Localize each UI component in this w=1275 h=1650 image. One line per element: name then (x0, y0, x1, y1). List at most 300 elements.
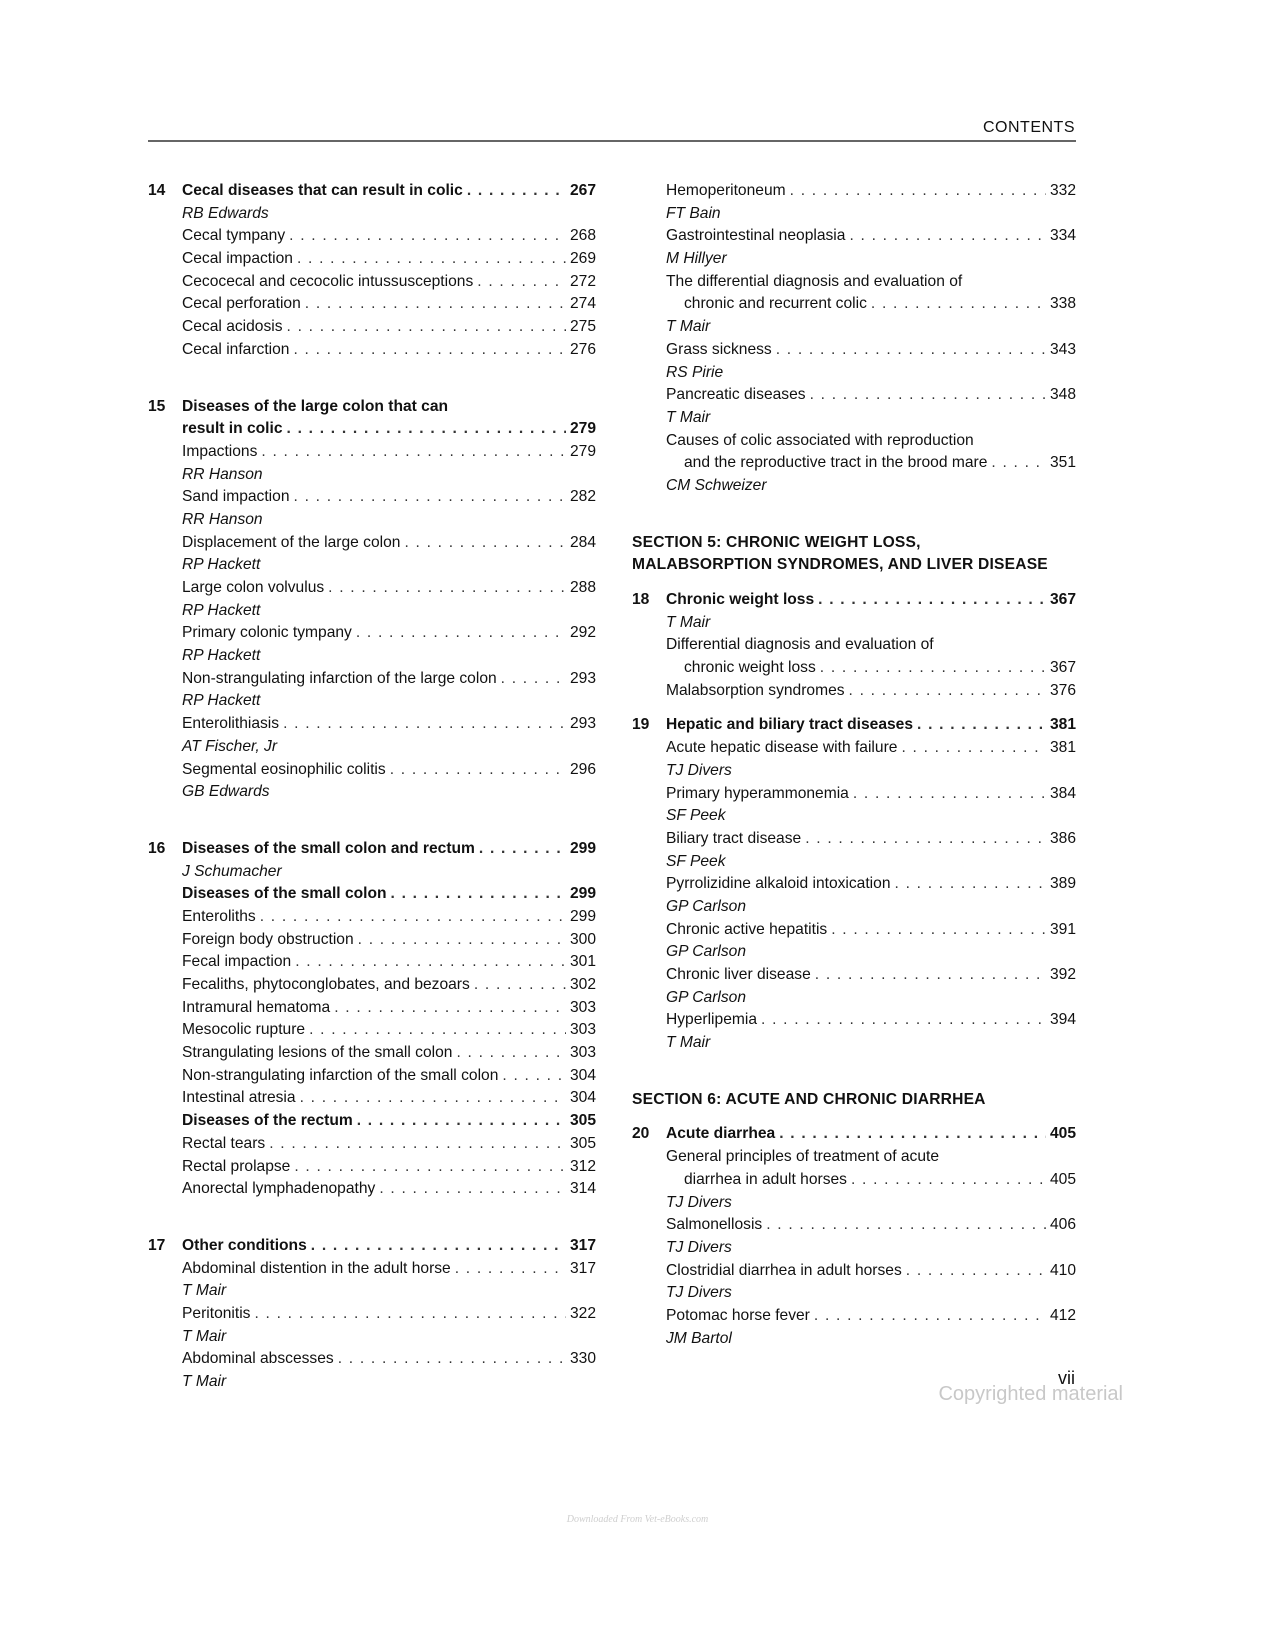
entry-title: RR Hanson (182, 465, 263, 483)
toc-entry (148, 1019, 596, 1042)
entry-title: T Mair (666, 613, 711, 631)
toc-entry (632, 737, 1076, 760)
dot-leader (779, 1123, 1046, 1146)
dot-leader (309, 1019, 566, 1042)
page-ref: 322 (569, 1304, 596, 1322)
entry-title: M Hillyer (666, 250, 727, 268)
page-ref: 389 (1049, 875, 1076, 893)
dot-leader (379, 1178, 566, 1201)
entry-title: Gastrointestinal neoplasia (666, 227, 846, 245)
entry-title: AT Fischer, Jr (182, 737, 278, 755)
entry-title: GB Edwards (182, 783, 270, 801)
toc-entry (632, 1169, 1076, 1192)
entry-title: Sand impaction (182, 488, 290, 506)
toc-entry (148, 248, 596, 271)
entry-title: TJ Divers (666, 761, 732, 779)
spacer (632, 702, 1076, 714)
page-ref: 276 (569, 340, 596, 358)
dot-leader (831, 919, 1046, 942)
entry-title: RP Hackett (182, 556, 261, 574)
page-ref: 269 (569, 250, 596, 268)
page-ref: 299 (569, 885, 596, 903)
dot-leader (287, 418, 566, 441)
toc-entry (148, 271, 596, 294)
page-ref: 302 (569, 976, 596, 993)
entry-title: RP Hackett (182, 601, 261, 619)
dot-leader (293, 339, 565, 362)
entry-title: RS Pirie (666, 363, 724, 381)
entry-title: Potomac horse fever (666, 1306, 810, 1324)
entry-title: Primary hyperammonemia (666, 784, 849, 802)
toc-entry (632, 293, 1076, 316)
page-ref: 381 (1049, 739, 1076, 757)
dot-leader (776, 339, 1046, 362)
page-ref: 272 (569, 272, 596, 290)
entry-title: Differential diagnosis and evaluation of (666, 636, 934, 654)
dot-leader (305, 293, 566, 316)
page-ref: 343 (1049, 340, 1076, 358)
toc-author (632, 941, 1076, 964)
page-ref: 317 (569, 1259, 596, 1277)
toc-author (148, 1326, 596, 1349)
toc-author (148, 781, 596, 804)
toc-entry (632, 873, 1076, 896)
entry-title: Abdominal distention in the adult horse (182, 1259, 451, 1277)
entry-title: The differential diagnosis and evaluation of (666, 272, 963, 290)
toc-entry (632, 634, 1076, 657)
entry-title: Foreign body obstruction (182, 930, 354, 948)
toc-entry (148, 713, 596, 736)
spacer (632, 577, 1076, 589)
entry-title: GP Carlson (666, 897, 747, 915)
toc-author (148, 600, 596, 623)
toc-author (148, 690, 596, 713)
page-ref: 406 (1049, 1216, 1076, 1234)
entry-title: Diseases of the rectum (182, 1112, 353, 1130)
page-ref: 405 (1049, 1170, 1076, 1188)
page-ref: 312 (569, 1157, 596, 1175)
header-title: CONTENTS (983, 119, 1075, 136)
toc-entry (148, 951, 596, 974)
page-ref: 330 (569, 1350, 596, 1368)
toc-entry (632, 964, 1076, 987)
entry-title: GP Carlson (666, 943, 747, 961)
toc-entry (148, 622, 596, 645)
entry-title: Chronic active hepatitis (666, 920, 828, 938)
toc-author (148, 861, 596, 884)
chapter-number: 20 (632, 1125, 650, 1143)
dot-leader (761, 1009, 1046, 1032)
dot-leader (404, 532, 566, 555)
entry-title: FT Bain (666, 204, 721, 222)
toc-author (632, 475, 1076, 498)
dot-leader (455, 1258, 566, 1281)
toc-chapter (148, 396, 596, 419)
entry-title: Anorectal lymphadenopathy (182, 1180, 376, 1198)
entry-title: CM Schweizer (666, 476, 767, 494)
chapter-number: 14 (148, 182, 166, 199)
page-ref: 317 (569, 1236, 596, 1254)
toc-author (632, 248, 1076, 271)
page-ref: 274 (569, 295, 596, 313)
dot-leader (269, 1133, 566, 1156)
entry-title: Displacement of the large colon (182, 533, 401, 551)
dot-leader (766, 1214, 1046, 1237)
entry-title: Cecal impaction (182, 250, 293, 268)
dot-leader (300, 1087, 566, 1110)
entry-title: SF Peek (666, 807, 726, 825)
page-ref: 304 (569, 1089, 596, 1107)
page-ref: 299 (569, 839, 596, 857)
entry-title: RP Hackett (182, 647, 261, 665)
page-ref: 279 (569, 420, 596, 438)
entry-title: Diseases of the small colon (182, 885, 387, 903)
toc-entry (148, 1133, 596, 1156)
dot-leader (810, 384, 1046, 407)
toc-entry (632, 384, 1076, 407)
dot-leader (328, 577, 566, 600)
entry-title: Pyrrolizidine alkaloid intoxication (666, 875, 891, 893)
entry-title: Clostridial diarrhea in adult horses (666, 1261, 902, 1279)
page-ref: 303 (569, 998, 596, 1016)
toc-author (148, 509, 596, 532)
dot-leader (479, 838, 566, 861)
toc-entry (632, 1214, 1076, 1237)
page-ref: 305 (569, 1134, 596, 1152)
dot-leader (254, 1303, 566, 1326)
toc-entry (632, 680, 1076, 703)
entry-title: MALABSORPTION SYNDROMES, AND LIVER DISEASE (632, 556, 1048, 574)
toc-entry (148, 1258, 596, 1281)
entry-title: RP Hackett (182, 692, 261, 710)
page-ref: 384 (1049, 784, 1076, 802)
page-ref: 314 (569, 1180, 596, 1198)
page-ref: 299 (569, 907, 596, 925)
chapter-number: 16 (148, 839, 166, 857)
toc-author (148, 1280, 596, 1303)
entry-title: Cecal infarction (182, 340, 290, 358)
dot-leader (334, 997, 566, 1020)
toc-entry (632, 180, 1076, 203)
dot-leader (294, 486, 566, 509)
chapter-number: 15 (148, 397, 166, 415)
dot-leader (501, 668, 566, 691)
entry-title: T Mair (182, 1282, 227, 1300)
toc-chapter (632, 714, 1076, 737)
toc-author (148, 554, 596, 577)
entry-title: Chronic weight loss (666, 591, 815, 608)
entry-title: Non-strangulating infarction of the large colon (182, 669, 497, 687)
dot-leader (818, 589, 1046, 612)
entry-title: T Mair (666, 408, 711, 426)
toc-author (148, 645, 596, 668)
entry-title: Other conditions (182, 1236, 307, 1254)
dot-leader (390, 759, 566, 782)
entry-title: TJ Divers (666, 1284, 732, 1302)
entry-title: chronic weight loss (684, 659, 816, 677)
toc-entry (632, 919, 1076, 942)
toc-entry (148, 1065, 596, 1088)
page-ref: 279 (569, 442, 596, 460)
entry-title: Segmental eosinophilic colitis (182, 760, 386, 778)
dot-leader (358, 929, 566, 952)
page-ref: 293 (569, 669, 596, 687)
dot-leader (853, 783, 1046, 806)
chapter-number: 19 (632, 716, 650, 734)
entry-title: chronic and recurrent colic (684, 295, 867, 313)
toc-author (632, 316, 1076, 339)
spacer (632, 498, 1076, 532)
entry-title: SF Peek (666, 852, 726, 870)
toc-entry (148, 339, 596, 362)
page-ref: 296 (569, 760, 596, 778)
toc-chapter (632, 1123, 1076, 1146)
toc-entry (632, 339, 1076, 362)
page-ref: 282 (569, 488, 596, 506)
page-ref: 381 (1049, 716, 1076, 734)
page-ref: 304 (569, 1066, 596, 1084)
entry-title: Rectal prolapse (182, 1157, 291, 1175)
dot-leader (805, 828, 1046, 851)
toc-subhead (148, 1110, 596, 1133)
page-ref: 293 (569, 715, 596, 733)
dot-leader (815, 964, 1046, 987)
toc-entry (148, 293, 596, 316)
toc-subhead (148, 883, 596, 906)
toc-author (632, 612, 1076, 635)
entry-title: Strangulating lesions of the small colon (182, 1044, 453, 1062)
toc-entry (632, 452, 1076, 475)
page-ref: 412 (1049, 1306, 1076, 1324)
toc-entry (632, 225, 1076, 248)
page-ref: 410 (1049, 1261, 1076, 1279)
entry-title: SECTION 5: CHRONIC WEIGHT LOSS, (632, 533, 921, 551)
page-ref: 303 (569, 1044, 596, 1062)
dot-leader (851, 1169, 1046, 1192)
chapter-number: 18 (632, 591, 650, 608)
entry-title: Enteroliths (182, 907, 256, 925)
page-ref: 405 (1049, 1125, 1076, 1143)
toc-entry (632, 828, 1076, 851)
page-ref: 351 (1049, 454, 1076, 472)
page-ref: 303 (569, 1021, 596, 1039)
entry-title: Chronic liver disease (666, 966, 811, 983)
entry-title: Hyperlipemia (666, 1011, 757, 1029)
entry-title: Grass sickness (666, 340, 772, 358)
contents-right-column (632, 180, 1076, 1350)
toc-author (632, 851, 1076, 874)
page-ref: 392 (1049, 966, 1076, 983)
entry-title: Fecaliths, phytoconglobates, and bezoars (182, 976, 470, 993)
dot-leader (391, 883, 566, 906)
toc-author (632, 1032, 1076, 1055)
toc-entry (148, 1087, 596, 1110)
entry-title: Intramural hematoma (182, 998, 331, 1016)
page-ref: 394 (1049, 1011, 1076, 1029)
toc-entry (148, 668, 596, 691)
toc-entry (148, 1156, 596, 1179)
entry-title: result in colic (182, 420, 283, 438)
dot-leader (849, 225, 1046, 248)
dot-leader (338, 1348, 566, 1371)
page-number: vii (1058, 1368, 1075, 1388)
toc-author (632, 805, 1076, 828)
entry-title: Cecal perforation (182, 295, 301, 313)
page-ref: 348 (1049, 386, 1076, 404)
page-ref: 288 (569, 579, 596, 596)
page-ref: 367 (1049, 659, 1076, 677)
toc-author (632, 203, 1076, 226)
entry-title: Rectal tears (182, 1134, 266, 1152)
spacer (632, 1111, 1076, 1123)
dot-leader (474, 974, 566, 997)
dot-leader (477, 271, 566, 294)
entry-title: Biliary tract disease (666, 829, 802, 847)
toc-entry (148, 974, 596, 997)
entry-title: T Mair (182, 1327, 227, 1345)
toc-author (148, 464, 596, 487)
dot-leader (297, 248, 566, 271)
dot-leader (287, 316, 566, 339)
dot-leader (901, 737, 1046, 760)
entry-title: Diseases of the large colon that can (182, 397, 449, 415)
entry-title: General principles of treatment of acute (666, 1148, 940, 1166)
toc-entry (148, 759, 596, 782)
entry-title: Acute hepatic disease with failure (666, 739, 898, 757)
toc-entry (148, 1348, 596, 1371)
page-ref: 305 (569, 1112, 596, 1130)
copyright-watermark: Copyrighted material (938, 1383, 1123, 1405)
entry-title: T Mair (666, 318, 711, 336)
toc-author (632, 1237, 1076, 1260)
toc-entry (148, 997, 596, 1020)
entry-title: Non-strangulating infarction of the small colon (182, 1066, 499, 1084)
dot-leader (820, 657, 1046, 680)
entry-title: Intestinal atresia (182, 1089, 296, 1107)
spacer (148, 1201, 596, 1235)
dot-leader (849, 680, 1046, 703)
toc-chapter (148, 418, 596, 441)
dot-leader (295, 951, 566, 974)
entry-title: Abdominal abscesses (182, 1350, 334, 1368)
page-ref: 338 (1049, 295, 1076, 313)
entry-title: Enterolithiasis (182, 715, 280, 733)
entry-title: T Mair (666, 1034, 711, 1052)
toc-chapter (632, 589, 1076, 612)
dot-leader (283, 713, 566, 736)
toc-author (632, 896, 1076, 919)
toc-entry (632, 1146, 1076, 1169)
toc-entry (632, 657, 1076, 680)
toc-entry (148, 929, 596, 952)
toc-entry (148, 1042, 596, 1065)
entry-title: JM Bartol (666, 1329, 732, 1347)
entry-title: Impactions (182, 442, 258, 460)
toc-entry (148, 1178, 596, 1201)
toc-entry (148, 225, 596, 248)
entry-title: RB Edwards (182, 204, 269, 222)
page-ref: 300 (569, 930, 596, 948)
dot-leader (261, 441, 566, 464)
dot-leader (289, 225, 566, 248)
toc-entry (632, 430, 1076, 453)
entry-title: Hepatic and biliary tract diseases (666, 716, 914, 734)
page-ref: 332 (1049, 182, 1076, 199)
page-ref: 292 (569, 624, 596, 642)
entry-title: GP Carlson (666, 988, 747, 1006)
page-ref: 268 (569, 227, 596, 245)
entry-title: Cecal acidosis (182, 318, 283, 336)
dot-leader (790, 180, 1046, 203)
toc-entry (148, 1303, 596, 1326)
dot-leader (467, 180, 566, 203)
toc-chapter (148, 180, 596, 203)
entry-title: Hemoperitoneum (666, 182, 786, 199)
entry-title: Cecal tympany (182, 227, 286, 245)
dot-leader (991, 452, 1046, 475)
header-rule (148, 140, 1076, 142)
entry-title: TJ Divers (666, 1238, 732, 1256)
toc-author (148, 736, 596, 759)
toc-entry (632, 271, 1076, 294)
toc-author (632, 1328, 1076, 1351)
entry-title: diarrhea in adult horses (684, 1170, 847, 1188)
download-note: Downloaded From Vet-eBooks.com (566, 1514, 709, 1525)
page-ref: 386 (1049, 829, 1076, 847)
entry-title: Fecal impaction (182, 953, 292, 971)
toc-author (632, 362, 1076, 385)
toc-entry (632, 1260, 1076, 1283)
page-ref: 301 (569, 953, 596, 971)
toc-section-heading (632, 532, 1076, 555)
entry-title: Primary colonic tympany (182, 624, 352, 642)
entry-title: Mesocolic rupture (182, 1021, 306, 1039)
entry-title: T Mair (182, 1373, 227, 1390)
page-ref: 376 (1049, 681, 1076, 699)
toc-entry (632, 1009, 1076, 1032)
toc-entry (148, 316, 596, 339)
dot-leader (895, 873, 1046, 896)
toc-author (632, 407, 1076, 430)
dot-leader (294, 1156, 566, 1179)
entry-title: SECTION 6: ACUTE AND CHRONIC DIARRHEA (632, 1090, 986, 1108)
toc-entry (148, 532, 596, 555)
dot-leader (456, 1042, 566, 1065)
page-ref: 284 (569, 533, 596, 551)
entry-title: Cecocecal and cecocolic intussusceptions (182, 272, 474, 290)
entry-title: Malabsorption syndromes (666, 681, 845, 699)
entry-title: Diseases of the small colon and rectum (182, 839, 475, 857)
entry-title: J Schumacher (182, 862, 282, 880)
entry-title: Salmonellosis (666, 1216, 763, 1234)
toc-entry (148, 486, 596, 509)
dot-leader (311, 1235, 566, 1258)
page-ref: 275 (569, 318, 596, 336)
dot-leader (502, 1065, 566, 1088)
toc-section-heading (632, 1089, 1076, 1112)
entry-title: RR Hanson (182, 510, 263, 528)
toc-author (632, 987, 1076, 1010)
entry-title: Large colon volvulus (182, 579, 325, 596)
dot-leader (356, 622, 566, 645)
toc-author (632, 1192, 1076, 1215)
dot-leader (917, 714, 1046, 737)
dot-leader (871, 293, 1046, 316)
page-ref: 367 (1049, 591, 1076, 608)
toc-author (148, 203, 596, 226)
toc-author (148, 1371, 596, 1394)
dot-leader (260, 906, 566, 929)
